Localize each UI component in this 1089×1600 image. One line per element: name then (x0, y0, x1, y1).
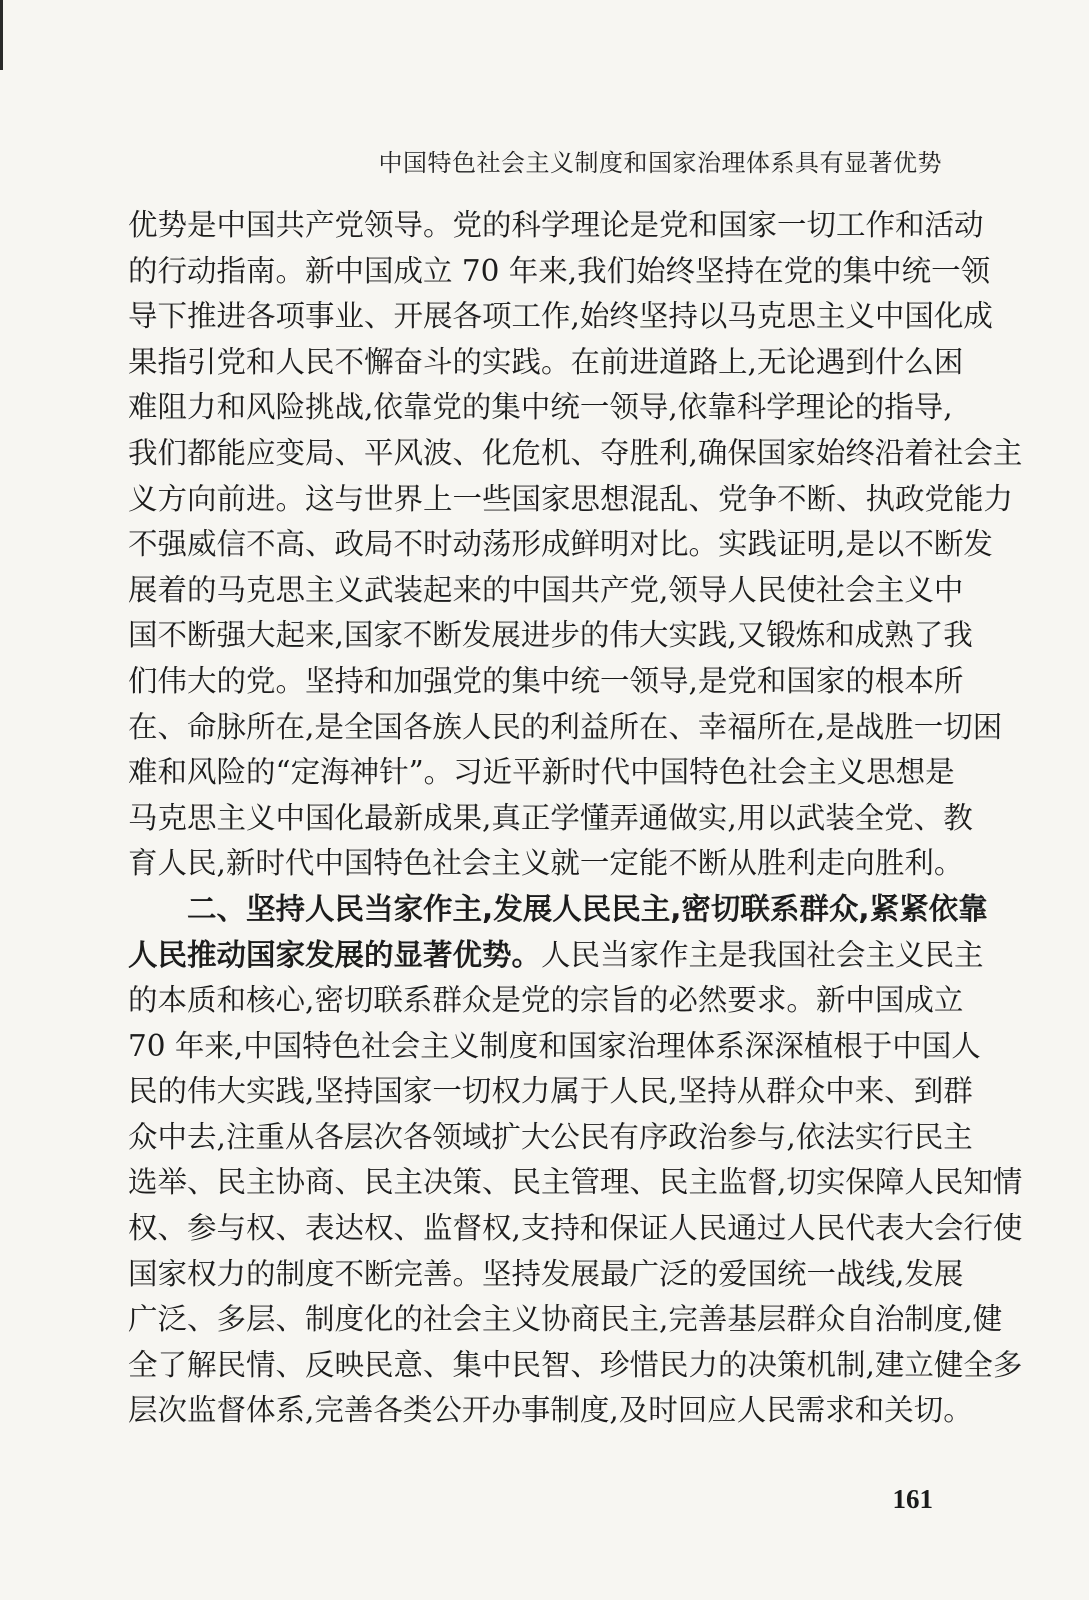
text-line: 众中去,注重从各层次各领域扩大公民有序政治参与,依法实行民主 (128, 1119, 973, 1154)
text-line: 优势是中国共产党领导。党的科学理论是党和国家一切工作和活动 (128, 208, 984, 242)
section-heading-line: 二、坚持人民当家作主,发展人民民主,密切联系群众,紧紧依靠 (187, 891, 988, 926)
page-number: 161 (892, 1484, 933, 1514)
text-line (128, 933, 984, 979)
text-line: 马克思主义中国化最新成果,真正学懂弄通做实,用以武装全党、教 (128, 800, 973, 835)
paragraph-2 (128, 887, 1023, 1434)
body-text (128, 203, 1023, 1434)
text-line: 层次监督体系,完善各类公开办事制度,及时回应人民需求和关切。 (128, 1393, 973, 1428)
text-line: 难和风险的“定海神针”。习近平新时代中国特色社会主义思想是 (128, 755, 955, 790)
text-line: 们伟大的党。坚持和加强党的集中统一领导,是党和国家的根本所 (128, 663, 964, 698)
text-line: 育人民,新时代中国特色社会主义就一定能不断从胜利走向胜利。 (128, 846, 964, 881)
text-line: 的行动指南。新中国成立 70 年来,我们始终坚持在党的集中统一领 (128, 253, 991, 288)
text-line: 70 年来,中国特色社会主义制度和国家治理体系深深植根于中国人 (128, 1028, 981, 1063)
text-line: 国不断强大起来,国家不断发展进步的伟大实践,又锻炼和成熟了我 (128, 618, 973, 653)
section-heading-end: 人民推动国家发展的显著优势。 (128, 937, 542, 972)
text-line: 果指引党和人民不懈奋斗的实践。在前进道路上,无论遇到什么困 (128, 344, 964, 379)
text-line: 导下推进各项事业、开展各项工作,始终坚持以马克思主义中国化成 (128, 299, 993, 334)
scan-edge-rule (0, 0, 3, 70)
text-line: 国家权力的制度不断完善。坚持发展最广泛的爱国统一战线,发展 (128, 1256, 964, 1291)
text-line: 广泛、多层、制度化的社会主义协商民主,完善基层群众自治制度,健 (128, 1302, 1003, 1337)
text-line: 难阻力和风险挑战,依靠党的集中统一领导,依靠科学理论的指导, (128, 390, 953, 425)
text-line: 权、参与权、表达权、监督权,支持和保证人民通过人民代表大会行使 (128, 1211, 1023, 1246)
text-line: 全了解民情、反映民意、集中民智、珍惜民力的决策机制,建立健全多 (128, 1347, 1023, 1382)
text-line: 选举、民主协商、民主决策、民主管理、民主监督,切实保障人民知情 (128, 1165, 1023, 1200)
running-head: 中国特色社会主义制度和国家治理体系具有显著优势 (378, 149, 942, 177)
text-line: 的本质和核心,密切联系群众是党的宗旨的必然要求。新中国成立 (128, 983, 964, 1018)
text-line: 我们都能应变局、平风波、化危机、夺胜利,确保国家始终沿着社会主 (128, 435, 1023, 470)
text-line: 民的伟大实践,坚持国家一切权力属于人民,坚持从群众中来、到群 (128, 1074, 973, 1109)
text-line: 不强威信不高、政局不时动荡形成鲜明对比。实践证明,是以不断发 (128, 527, 993, 562)
text-line: 在、命脉所在,是全国各族人民的利益所在、幸福所在,是战胜一切困 (128, 709, 1003, 744)
text-line: 展着的马克思主义武装起来的中国共产党,领导人民使社会主义中 (128, 572, 964, 607)
paragraph-1 (128, 203, 1023, 887)
text-line: 义方向前进。这与世界上一些国家思想混乱、党争不断、执政党能力 (128, 481, 1014, 516)
text-run: 人民当家作主是我国社会主义民主 (541, 937, 984, 972)
